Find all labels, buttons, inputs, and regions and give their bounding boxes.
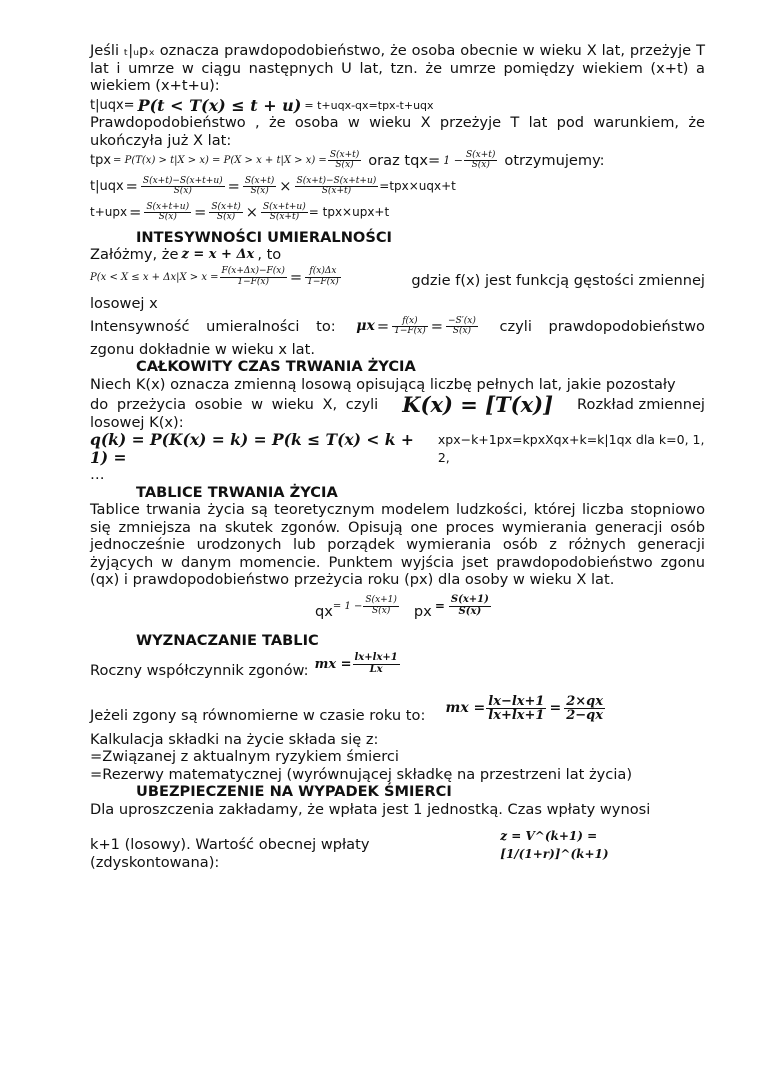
eq3-fraction-2	[243, 177, 276, 197]
eq3-lhs: t|uqx	[90, 179, 124, 195]
eq10-formula	[500, 828, 705, 863]
p12-text: Roczny współczynnik zgonów:	[90, 661, 309, 679]
p18-text: k+1 (losowy). Wartość obecnej wpłaty (zdyskontowana):	[90, 836, 370, 871]
p5-text-b: czyli prawdopodobieństwo	[499, 317, 705, 335]
eq4-fraction-1	[144, 203, 191, 223]
eq5-f2-numerator: f(x)Δx	[309, 266, 337, 277]
paragraph-survival-probability: Prawdopodobieństwo , że osoba w wieku X przeżyje T lat pod warunkiem, że ukończyła już X lat:	[90, 114, 705, 149]
equation-tpx	[90, 151, 705, 171]
eq2-tail: otrzymujemy:	[504, 152, 605, 170]
paragraph-kalkulacja: Kalkulacja składki na życie składa się z:	[90, 730, 379, 748]
p5-fraction-2	[446, 317, 478, 337]
eq4-f2-denominator: S(x)	[209, 212, 242, 222]
eq4-lhs: t+upx	[90, 204, 128, 219]
equation-tuqx-expanded	[90, 177, 705, 197]
eq3-fraction-3	[295, 177, 379, 197]
p8-text-a: do przeżycia osobie w wieku X, czyli	[90, 396, 379, 413]
eq9-f1-denominator: lx+lx+1	[488, 708, 545, 724]
eq4-equals: =	[129, 203, 142, 221]
paragraph-wartosc	[90, 820, 705, 871]
paragraph-rezerwy: =Rezerwy matematycznej (wyrównującej składkę na przestrzeni lat życia)	[90, 765, 633, 783]
eq5-f1-numerator: F(x+Δx)−F(x)	[221, 266, 285, 277]
eq9-f2-numerator: 2×qx	[566, 693, 603, 709]
eq3-times: ×	[279, 178, 292, 196]
eq1-formula: P(t < T(x) ≤ t + u)	[137, 95, 302, 115]
eq5-text: gdzie f(x) jest funkcją gęstości zmiennej	[411, 271, 705, 289]
eq4-f1-numerator: S(x+t+u)	[146, 201, 190, 212]
p5-f2-denominator: S(x)	[446, 326, 478, 336]
equation-tuqx	[90, 97, 705, 115]
heading-tablice: TABLICE TRWANIA ŻYCIA	[136, 483, 338, 501]
eq2-fraction-denominator: S(x)	[328, 160, 361, 170]
eq2-one-minus: 1 −	[443, 154, 463, 168]
eq4-f2-numerator: S(x+t)	[211, 201, 241, 212]
paragraph-intensity	[90, 317, 705, 337]
p5-f2-numerator: −S′(x)	[447, 315, 476, 326]
eq6-formula: q(k) = P(K(x) = k) = P(k ≤ T(x) < k + 1) =	[90, 430, 414, 467]
paragraph-zwiazanej: =Związanej z aktualnym ryzykiem śmierci	[90, 748, 399, 765]
eq3-fraction-1	[141, 177, 225, 197]
eq7-f2-numerator: S(x+1)	[450, 594, 489, 606]
eq3-equals-2: =	[227, 178, 240, 196]
eq5-f1-denominator: 1−F(x)	[220, 277, 287, 287]
paragraph-tablice: Tablice trwania życia są teoretycznym modelem ludzkości, której liczba stopniowo się zmniejsza na skutek zgonów. Opisują one proces wymierania generacji osób jednocześnie urodzonych lub porządek wymierania osób z różnych generacji żyjących w danym momencie. Punktem wyjścia jset prawdopodobieństwo zgonu (qx) i prawdopodobieństwo przeżycia roku (px) dla osoby w wieku X lat.	[90, 501, 705, 588]
heading-intensywnosci: INTESYWNOŚCI UMIERALNOŚCI	[136, 228, 392, 246]
eq6-rhs: xpx−k+1px=kpxXqx+k=k|1qx dla k=0, 1, 2,	[437, 432, 705, 465]
paragraph-niech-kx: Niech K(x) oznacza zmienną losową opisującą liczbę pełnych lat, jakie pozostały	[90, 375, 676, 393]
eq4-f3-denominator: S(x+t)	[261, 212, 308, 222]
eq9-f2-denominator: 2−qx	[566, 708, 603, 724]
eq8-m: mx =	[314, 656, 352, 672]
paragraph-zalozmy	[90, 246, 705, 264]
eq2-formula: = P(T(x) > t|X > x) = P(X > x + t|X > x) =	[113, 155, 327, 167]
heading-calkowity: CAŁKOWITY CZAS TRWANIA ŻYCIA	[136, 358, 416, 375]
p5-fraction-1	[392, 317, 428, 337]
eq7-fraction-2	[449, 595, 491, 617]
paragraph-uproszczenie: Dla uproszczenia zakładamy, że wpłata jest 1 jednostką. Czas wpłaty wynosi	[90, 800, 651, 818]
eq7-f1-denominator: S(x)	[363, 606, 399, 616]
eq1-rhs: = t+uqx-qx=tpx-t+uqx	[304, 98, 434, 112]
eq3-f2-numerator: S(x+t)	[244, 175, 275, 186]
eq4-times: ×	[245, 203, 258, 221]
equation-tupx-expanded	[90, 203, 705, 223]
p5-f1-denominator: 1−F(x)	[394, 326, 426, 337]
paragraph-kx-definition	[90, 392, 705, 417]
eq4-f3-numerator: S(x+t+u)	[262, 201, 306, 212]
equation-density	[90, 266, 705, 290]
equation-qk	[90, 431, 705, 466]
eq10-formula-text: z = V^(k+1) = [1/(1+r)]^(k+1)	[500, 829, 609, 861]
p5-f1-numerator: f(x)	[402, 315, 418, 326]
eq5-formula: P(x < X ≤ x + Δx|X > x =	[90, 271, 219, 283]
eq7-fraction-1	[363, 596, 399, 616]
p5-equals: =	[376, 317, 390, 335]
eq7-f2-denominator: S(x)	[449, 606, 491, 618]
paragraph-ellipsis: …	[90, 466, 105, 483]
eq3-f1-numerator: S(x+t)−S(x+t+u)	[142, 175, 223, 186]
eq5-fraction-1	[220, 267, 287, 287]
paragraph-definition-tuqx: Jeśli ₜ|ᵤpₓ oznacza prawdopodobieństwo, że osoba obecnie w wieku X lat, przeżyje T lat i umrze w ciągu następnych U lat, tzn. że umrze pomiędzy wiekiem (x+t) a wiekiem (x+t+u):	[90, 42, 705, 94]
eq7-one-minus: = 1 −	[332, 600, 363, 612]
paragraph-rownomierne	[90, 693, 705, 725]
p5-formula	[356, 317, 479, 337]
eq4-fraction-3	[261, 203, 308, 223]
eq8-fraction	[353, 653, 400, 675]
p5-mu: μx	[356, 317, 375, 334]
paragraph-losowej-x: losowej x	[90, 295, 158, 313]
eq2-oraz-denominator: S(x)	[464, 160, 497, 170]
eq3-rhs: =tpx×uqx+t	[379, 179, 456, 194]
eq4-f1-denominator: S(x)	[144, 212, 191, 222]
eq5-equals: =	[289, 268, 303, 286]
eq9-f1-numerator: lx−lx+1	[488, 693, 545, 709]
eq1-lhs: t|uqx=	[90, 97, 135, 113]
eq4-equals-2: =	[194, 203, 207, 221]
equation-qx-px	[315, 593, 705, 621]
eq2-oraz: oraz tqx=	[368, 152, 441, 170]
eq8-numerator: lx+lx+1	[354, 652, 398, 664]
eq4-rhs: = tpx×upx+t	[308, 204, 390, 219]
paragraph-roczny	[90, 650, 705, 680]
eq8-denominator: Lx	[353, 664, 400, 676]
paragraph-zgonu: zgonu dokładnie w wieku x lat.	[90, 340, 315, 358]
p13-text: Jeżeli zgony są równomierne w czasie roku to:	[90, 707, 426, 724]
document-page	[90, 42, 705, 871]
eq4-fraction-2	[209, 203, 242, 223]
eq7-q: qx	[315, 602, 333, 620]
eq7-f1-numerator: S(x+1)	[365, 595, 397, 606]
eq7-equals: =	[434, 598, 445, 613]
eq3-f3-numerator: S(x+t)−S(x+t+u)	[296, 175, 377, 186]
p3-text-a: Załóżmy, że	[90, 246, 179, 264]
eq5-fraction-2	[305, 267, 341, 287]
eq5-f2-denominator: 1−F(x)	[307, 276, 339, 287]
p8-formula: K(x) = [T(x)]	[402, 392, 554, 417]
p5-equals-2: =	[430, 317, 443, 335]
eq3-f2-denominator: S(x)	[243, 186, 276, 196]
p8-text-b: Rozkład zmiennej	[577, 396, 705, 413]
p3-text-b: , to	[257, 246, 282, 264]
eq7-p: px	[413, 602, 432, 620]
eq2-oraz-numerator: S(x+t)	[465, 150, 496, 160]
eq9-fraction-1	[486, 695, 546, 723]
heading-wyznaczanie: WYZNACZANIE TABLIC	[136, 632, 319, 649]
eq3-f1-denominator: S(x)	[141, 186, 225, 196]
eq2-oraz-fraction	[464, 151, 497, 171]
heading-ubezpieczenie: UBEZPIECZENIE NA WYPADEK ŚMIERCI	[136, 783, 452, 800]
eq2-fraction-numerator: S(x+t)	[329, 150, 360, 160]
eq2-lhs: tpx	[90, 153, 112, 169]
p3-formula: z = x + Δx	[181, 247, 255, 263]
eq2-fraction	[328, 151, 361, 171]
p5-text-a: Intensywność umieralności to:	[90, 317, 336, 335]
paragraph-losowej-kx: losowej K(x):	[90, 413, 184, 431]
eq3-equals: =	[125, 178, 138, 196]
eq9-m: mx =	[445, 700, 486, 716]
eq3-f3-denominator: S(x+t)	[295, 186, 379, 196]
eq9-equals: =	[549, 700, 562, 716]
eq9-fraction-2	[564, 695, 605, 723]
